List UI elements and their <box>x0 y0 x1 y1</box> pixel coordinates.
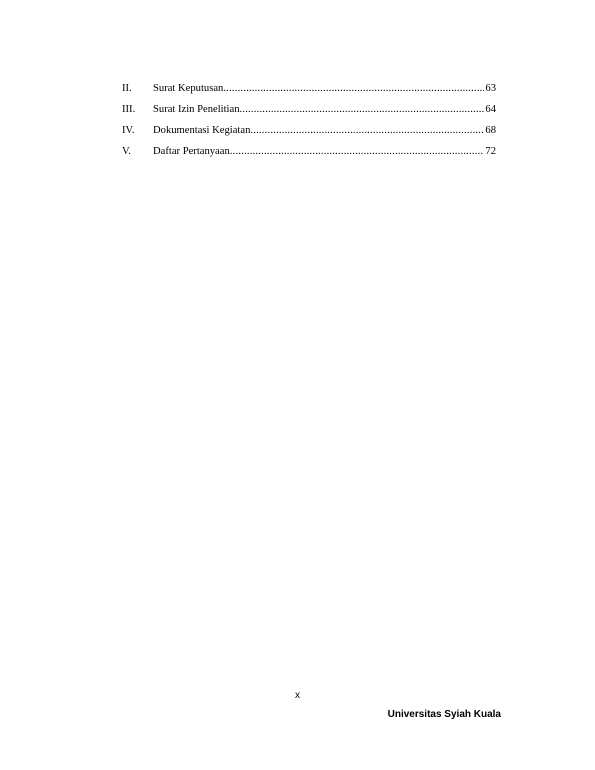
toc-entry-title: Surat Keputusan <box>153 83 224 94</box>
toc-entry-page: 72 <box>485 146 496 157</box>
toc-entry-number: V. <box>122 146 131 157</box>
toc-entry-number: III. <box>122 104 136 115</box>
toc-entry-title: Dokumentasi Kegiatan <box>153 125 251 136</box>
toc-entry <box>122 103 496 124</box>
toc-entry-page: 64 <box>485 104 496 115</box>
toc-entry-number: II. <box>122 83 132 94</box>
toc-dot-leader <box>240 103 485 117</box>
toc-entry-title: Surat Izin Penelitian <box>153 104 240 115</box>
toc-entry-page: 63 <box>485 83 496 94</box>
table-of-contents <box>122 82 496 166</box>
toc-entry <box>122 145 496 166</box>
toc-dot-leader <box>230 145 485 159</box>
toc-entry-title: Daftar Pertanyaan <box>153 146 230 157</box>
toc-entry-number: IV. <box>122 125 135 136</box>
page-number: x <box>295 690 300 701</box>
toc-entry <box>122 82 496 103</box>
toc-dot-leader <box>250 124 484 138</box>
toc-entry <box>122 124 496 145</box>
toc-dot-leader <box>223 82 484 96</box>
toc-entry-page: 68 <box>485 125 496 136</box>
footer-institution: Universitas Syiah Kuala <box>387 709 501 720</box>
